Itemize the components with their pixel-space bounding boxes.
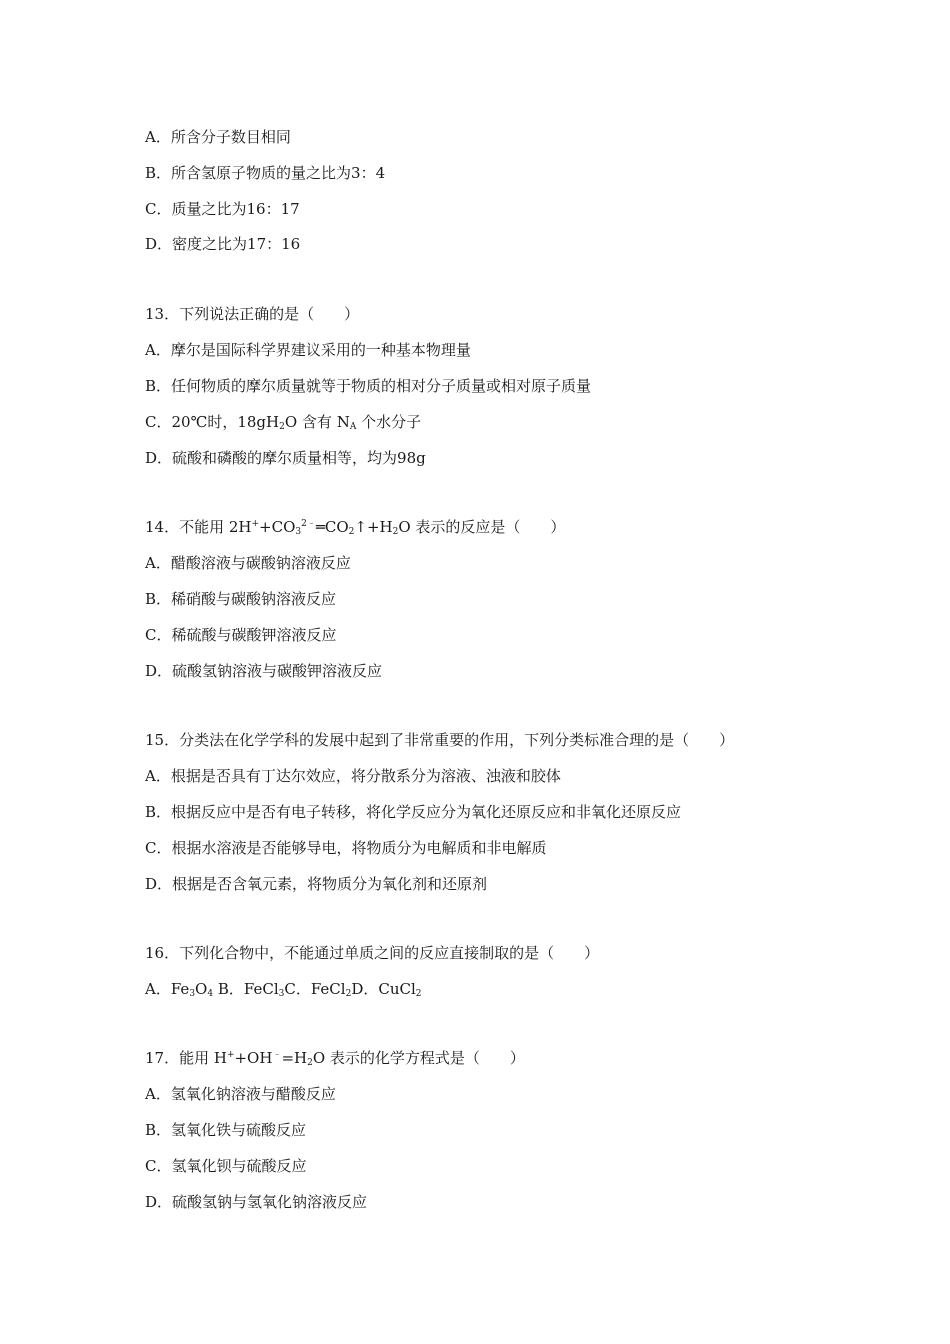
q13-option-b: B．任何物质的摩尔质量就等于物质的相对分子质量或相对原子质量 [145, 377, 592, 395]
q15-option-d: D．根据是否含氧元素，将物质分为氧化剂和还原剂 [145, 875, 488, 893]
q17-stem: 17．能用 $H^++OH^﹣=H_2O$ 表示的化学方程式是（ ） [145, 1049, 525, 1068]
q13-option-a: A．摩尔是国际科学界建议采用的一种基本物理量 [145, 341, 471, 359]
q13-option-d: D．硫酸和磷酸的摩尔质量相等，均为98g [145, 449, 426, 467]
q14-option-d: D．硫酸氢钠溶液与碳酸钾溶液反应 [145, 662, 383, 680]
q14-option-c: C．稀硫酸与碳酸钾溶液反应 [145, 626, 337, 644]
q12-option-b: B．所含氢原子物质的量之比为3：4 [145, 164, 386, 182]
q14-stem: 14．不能用 $2H^++CO_3^{2﹣}═CO_2↑+H_2O$ 表示的反应是（ ） [145, 518, 566, 537]
q15-stem: 15．分类法在化学学科的发展中起到了非常重要的作用，下列分类标准合理的是（ ） [145, 731, 735, 749]
q12-option-d: D．密度之比为17：16 [145, 235, 301, 253]
q17-option-a: A．氢氧化钠溶液与醋酸反应 [145, 1085, 336, 1103]
q17-option-c: C．氢氧化钡与硫酸反应 [145, 1157, 307, 1175]
q14-option-b: B．稀硝酸与碳酸钠溶液反应 [145, 590, 337, 608]
q15-option-a: A．根据是否具有丁达尔效应，将分散系分为溶液、浊液和胶体 [145, 767, 561, 785]
q17-option-b: B．氢氧化铁与硫酸反应 [145, 1121, 307, 1139]
q14-option-a: A．醋酸溶液与碳酸钠溶液反应 [145, 554, 351, 572]
q15-option-b: B．根据反应中是否有电子转移，将化学反应分为氧化还原反应和非氧化还原反应 [145, 803, 682, 821]
q17-option-d: D．硫酸氢钠与氢氧化钠溶液反应 [145, 1193, 368, 1211]
q12-option-c: C．质量之比为16：17 [145, 200, 300, 218]
q16-options: A．$Fe_3O_4$ B．FeCl$_3$C．FeCl$_2$D．CuCl$_2$ [145, 980, 422, 999]
q15-option-c: C．根据水溶液是否能够导电，将物质分为电解质和非电解质 [145, 839, 547, 857]
q13-option-c: C．20℃时，$18gH_2O$ 含有 $N_A$ 个水分子 [145, 413, 422, 432]
q13-stem: 13．下列说法正确的是（ ） [145, 305, 360, 323]
q16-stem: 16．下列化合物中，不能通过单质之间的反应直接制取的是（ ） [145, 944, 600, 962]
q12-option-a: A．所含分子数目相同 [145, 128, 291, 146]
